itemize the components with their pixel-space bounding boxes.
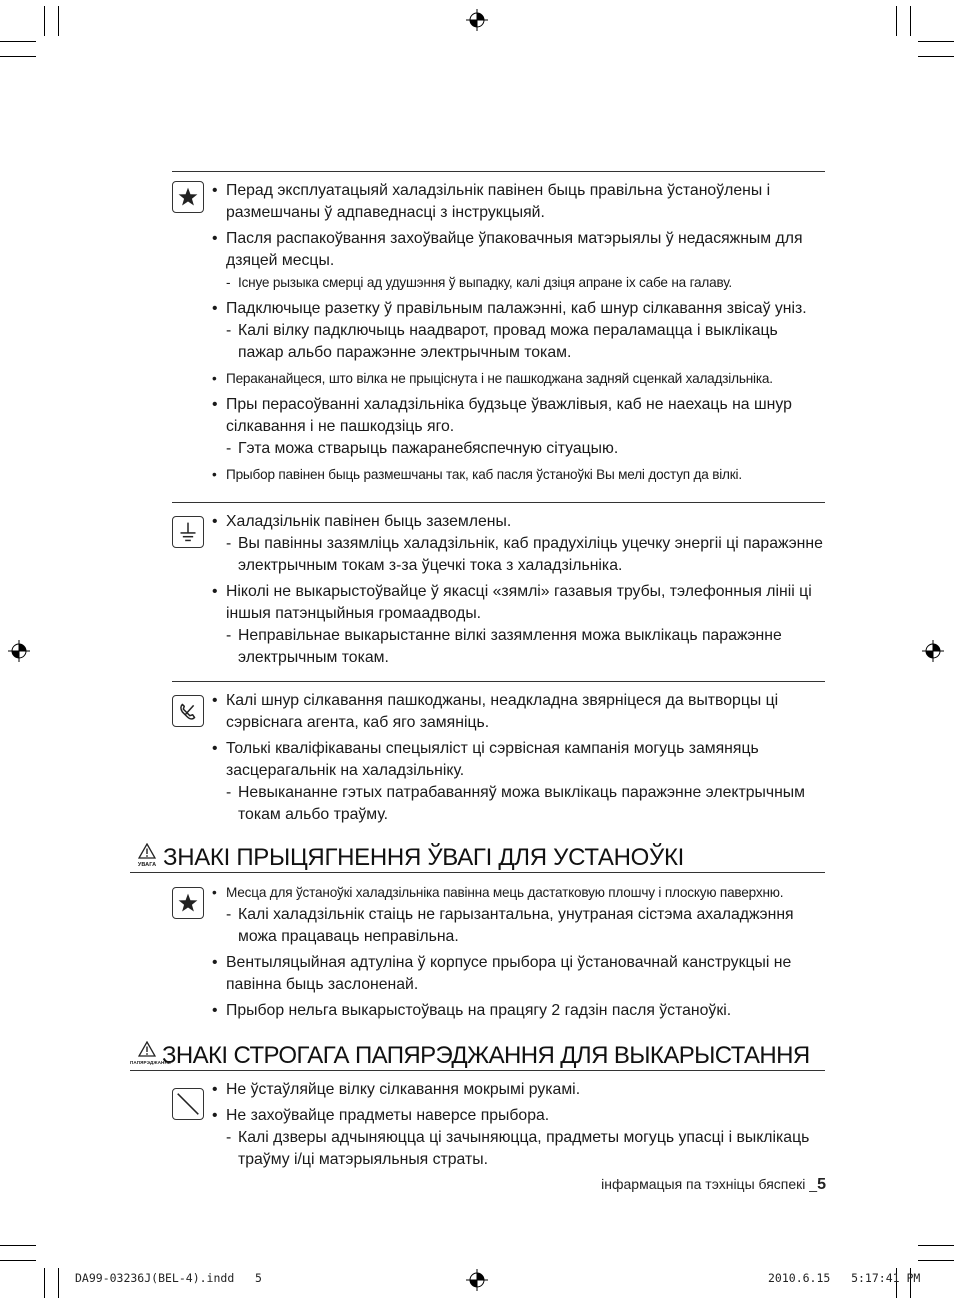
list-subitem: - Невыкананне гэтых патрабаванняў можа выклікаць паражэнне электрычным токам альбо траўму. (210, 782, 825, 826)
registration-mark-icon (922, 640, 944, 662)
warning-triangle-icon (138, 1041, 156, 1057)
section-heading-warning (130, 1041, 825, 1071)
caution-badge (130, 843, 164, 873)
item-list (210, 690, 825, 826)
list-item: • Пераканайцеся, што вілка не прыціснута і не пашкоджана задняй сценкай халадзільніка. (210, 368, 825, 390)
list-item: • Месца для ўстаноўкі халадзільніка павінна мець дастатковую плошчу і плоскую паверхню. (210, 882, 825, 904)
crop-mark (918, 41, 954, 42)
safety-block-service (172, 681, 825, 823)
crop-mark (44, 1268, 45, 1298)
safety-block-installation (172, 171, 825, 482)
badge-label: УВАГА (137, 862, 157, 868)
crop-mark (910, 6, 911, 36)
list-item: • Толькі кваліфікаваны спецыяліст ці сэрвісная кампанія могуць замяняць засцерагальнік на халадзільніку. (210, 738, 825, 782)
crop-mark (58, 6, 59, 36)
list-item: • Ніколі не выкарыстоўвайце ў якасці «зямлі» газавыя трубы, тэлефонныя лініі ці іншыя патэнцыйныя громаадводы. (210, 581, 825, 625)
page-number: 5 (817, 1176, 826, 1193)
list-subitem: - Калі дзверы адчыняюцца ці зачыняюцца, прадметы могуць упасці і выклікаць траўму і/ці матэрыяльныя страты. (210, 1127, 825, 1171)
list-subitem: - Калі вілку падключыць наадварот, провад можа пераламацца і выклікаць пажар альбо паражэнне электрычным токам. (210, 320, 825, 364)
crop-mark (0, 41, 36, 42)
list-item: • Падключыце разетку ў правільным палажэнні, каб шнур сілкавання звісаў уніз. (210, 298, 825, 320)
registration-mark-icon (466, 9, 488, 31)
footer-section-label: інфармацыя па тэхніцы бяспекі _ (601, 1176, 818, 1192)
item-list (210, 882, 825, 1022)
list-item: • Халадзільнік павінен быць заземлены. (210, 511, 825, 533)
list-item: • Калі шнур сілкавання пашкоджаны, неадкладна звярніцеся да вытворцы ці сэрвіснага агента, каб яго замяніць. (210, 690, 825, 734)
section-title: ЗНАКІ ПРЫЦЯГНЕННЯ ЎВАГІ ДЛЯ УСТАНОЎКІ (163, 844, 684, 871)
list-item: • Перад эксплуатацыяй халадзільнік павінен быць правільна ўстаноўлены і размешчаны ў адпаведнасці з інструкцыяй. (210, 180, 825, 224)
crop-mark (44, 6, 45, 36)
list-item: • Вентыляцыйная адтуліна ў корпусе прыбора ці ўстановачнай канструкцыі не павінна быць заслоненай. (210, 952, 825, 996)
star-icon (172, 181, 204, 213)
crop-mark (896, 6, 897, 36)
warning-triangle-icon (138, 843, 156, 859)
list-item: • Не захоўвайце прадметы наверсе прыбора. (210, 1105, 825, 1127)
page-footer (601, 1176, 826, 1194)
crop-mark (918, 56, 954, 57)
item-list (210, 1079, 825, 1171)
list-subitem: - Калі халадзільнік стаіць не гарызантальна, унутраная сістэма ахаладжэння можа працаваць неправільна. (210, 904, 825, 948)
prohibited-icon (172, 1088, 204, 1120)
section-heading-caution (130, 843, 825, 873)
item-list (210, 180, 825, 486)
safety-block-grounding (172, 502, 825, 666)
crop-mark (0, 1260, 36, 1261)
crop-mark (918, 1260, 954, 1261)
list-item: • Пасля распакоўвання захоўвайце ўпаковачныя матэрыялы ў недасяжным для дзяцей месцы. (210, 228, 825, 272)
slug-timestamp: 2010.6.15 5:17:41 PM (768, 1271, 921, 1285)
crop-mark (0, 1245, 36, 1246)
list-subitem: - Існуе рызыка смерці ад удушэння ў выпадку, калі дзіця апране іх сабе на галаву. (210, 272, 825, 294)
list-subitem: - Гэта можа стварыць пажаранебяспечную сітуацыю. (210, 438, 825, 460)
list-item: • Прыбор павінен быць размешчаны так, каб пасля ўстаноўкі Вы мелі доступ да вілкі. (210, 464, 825, 486)
list-item: • Не ўстаўляйце вілку сілкавання мокрымі рукамі. (210, 1079, 825, 1101)
warning-badge (130, 1041, 172, 1071)
registration-mark-icon (8, 640, 30, 662)
item-list (210, 511, 825, 669)
section-title: ЗНАКІ СТРОГАГА ПАПЯРЭДЖАННЯ ДЛЯ ВЫКАРЫСТАННЯ (162, 1042, 810, 1069)
ground-icon (172, 516, 204, 548)
star-icon (172, 887, 204, 919)
list-item: • Прыбор нельга выкарыстоўваць на працягу 2 гадзін пасля ўстаноўкі. (210, 1000, 825, 1022)
crop-mark (58, 1268, 59, 1298)
phone-icon (172, 695, 204, 727)
registration-mark-icon (466, 1269, 488, 1291)
list-subitem: - Неправільнае выкарыстанне вілкі зазямлення можа выклікаць паражэнне электрычным токам. (210, 625, 825, 669)
list-item: • Пры перасоўванні халадзільніка будзьце ўважлівыя, каб не наехаць на шнур сілкавання і не пашкодзіць яго. (210, 394, 825, 438)
list-subitem: - Вы павінны зазямліць халадзільнік, каб прадухіліць уцечку энергіі ці паражэнне электрычным токам з-за ўцечкі тока з халадзільніка. (210, 533, 825, 577)
crop-mark (918, 1245, 954, 1246)
slug-filename: DA99-03236J(BEL-4).indd 5 (75, 1271, 262, 1285)
badge-label: ПАПЯРЭДЖАННЕ (130, 1060, 172, 1065)
crop-mark (0, 56, 36, 57)
